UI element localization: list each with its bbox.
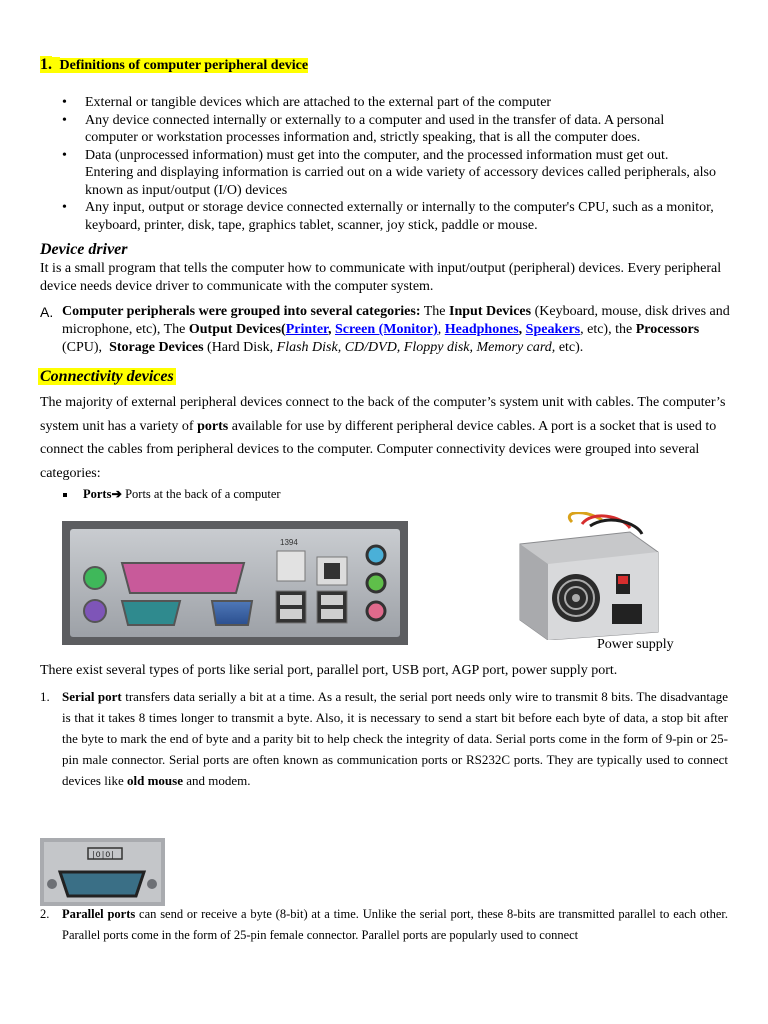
- serial-port-illustration: [40, 838, 165, 906]
- serial-port-paragraph: Serial port transfers data serially a bit at a time. As a result, the serial port needs only wire to transmit 8 bits. The disadvantage is that it takes 8 times longer to transmit a byte. Also, it is necessary to send a start bit before each byte of data, a stop bit after the byte to mark the end of byte and a parity bit to help check the integrity of data. Serial ports come in the form of 9-pin or 25-pin male connector. Serial ports are often known as communication ports or RS232C ports. They are typically used to connect devices like old mouse and modem.: [62, 689, 728, 788]
- right-arrow-icon: ➔: [111, 487, 122, 501]
- connectivity-heading: Connectivity devices: [40, 368, 174, 385]
- section-number: 1.: [40, 56, 52, 73]
- list-item: • Data (unprocessed information) must get into the computer, and the processed information must get out. Entering and displaying information is carried out on a wide variety of accessory devices called peripherals, also known as input/output (I/O) devices: [40, 147, 720, 200]
- power-supply-image: [512, 512, 662, 640]
- square-bullet-icon: [63, 493, 67, 497]
- list-item: • Any input, output or storage device connected externally or internally to the computer's CPU, such as a monitor, keyboard, printer, disk, tape, graphics tablet, scanner, joy stick, paddle or mouse.: [40, 199, 720, 234]
- definitions-list: [40, 94, 720, 234]
- speakers-link[interactable]: Speakers: [525, 322, 581, 337]
- ports-bullet: Ports➔ Ports at the back of a computer: [63, 485, 281, 503]
- svg-text:|O|O|: |O|O|: [91, 851, 116, 860]
- device-driver-text: It is a small program that tells the computer how to communicate with input/output (peripheral) devices. Every peripheral device needs device driver to communicate with the computer system.: [40, 261, 722, 294]
- back-panel-ports-image: [62, 521, 408, 645]
- parallel-number: 2.: [40, 907, 50, 921]
- parallel-port-label: Parallel ports: [62, 907, 136, 921]
- serial-port-image: [40, 838, 165, 906]
- svg-text:1394: 1394: [280, 538, 298, 547]
- categories-lead: Computer peripherals were grouped into several categories:: [62, 304, 421, 319]
- screen-link[interactable]: Screen (Monitor): [334, 322, 438, 337]
- categories-marker: A.: [40, 304, 54, 320]
- power-supply-caption: Power supply: [597, 637, 674, 652]
- input-devices-label: Input Devices: [449, 304, 532, 319]
- port-panel-illustration: [62, 521, 408, 645]
- printer-link[interactable]: Printer: [285, 322, 328, 337]
- list-item: • Any device connected internally or externally to a computer and used in the transfer of data. A personal computer or workstation processes information and, strictly speaking, that is all the computer does.: [40, 112, 720, 147]
- connectivity-paragraph: The majority of external peripheral devices connect to the back of the computer’s system unit with cables. The computer’s system unit has a variety of ports available for use by different peripheral device cables. A port is a socket that is used to connect the cables from peripheral devices to the computer. Computer connectivity devices were grouped into several categories:: [40, 395, 726, 481]
- headphones-link[interactable]: Headphones: [444, 322, 519, 337]
- power-supply-illustration: [512, 512, 662, 640]
- parallel-port-paragraph: Parallel ports can send or receive a byte (8-bit) at a time. Unlike the serial port, these 8-bits are transmitted parallel to each other. Parallel ports come in the form of 25-pin female connector. Parallel ports are popularly used to connect: [62, 907, 729, 942]
- categories-paragraph: Computer peripherals were grouped into several categories: The Input Devices (Keyboard, mouse, disk drives and microphone, etc), The Output Devices(Printer, Screen (Monitor), Headphones, Speakers, etc), the Processors (CPU), Storage Devices (Hard Disk, Flash Disk, CD/DVD, Floppy disk, Memory card, etc).: [62, 304, 730, 355]
- storage-devices-label: Storage Devices: [109, 340, 204, 355]
- section-title: Definitions of computer peripheral device: [59, 58, 309, 73]
- device-driver-heading: Device driver: [40, 241, 128, 258]
- list-item: • External or tangible devices which are attached to the external part of the computer: [40, 94, 720, 112]
- serial-number: 1.: [40, 689, 50, 704]
- port-types-intro: There exist several types of ports like serial port, parallel port, USB port, AGP port, power supply port.: [40, 663, 618, 678]
- processors-label: Processors: [635, 322, 700, 337]
- output-devices-label: Output Devices: [188, 322, 282, 337]
- section-heading: [40, 55, 308, 76]
- serial-port-label: Serial port: [62, 689, 122, 704]
